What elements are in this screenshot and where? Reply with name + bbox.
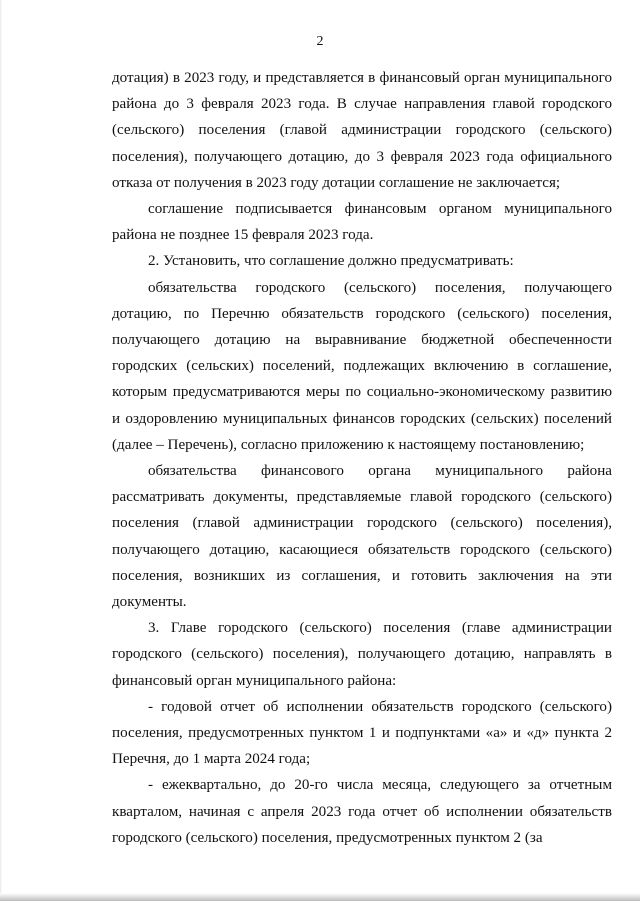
- scan-shadow-left: [0, 0, 2, 901]
- paragraph-annual-report: - годовой отчет об исполнении обязательств городского (сельского) поселения, предусмотренных пунктом 1 и подпунктами «а» и «д» пункта 2 Перечня, до 1 марта 2024 года;: [112, 698, 612, 768]
- paragraph-quarterly-report: - ежеквартально, до 20-го числа месяца, следующего за отчетным кварталом, начиная с апреля 2023 года отчет об исполнении обязательств городского (сельского) поселения, предусмотренных пунктом 2 (за: [112, 777, 612, 846]
- page-number: 2: [316, 34, 324, 49]
- paragraph-settlement-obligations: обязательства городского (сельского) поселения, получающего дотацию, по Перечню обязательств городского (сельского) поселения, получающего дотацию на выравнивание бюджетной обеспеченности городских (сельских) поселений, подлежащих включению в соглашение, которым предусматриваются меры по социально-экономическому развитию и оздоровлению муниципальных финансов городских (сельских) поселений (далее – Перечень), согласно приложению к настоящему постановлению;: [112, 279, 612, 453]
- paragraph-continuation: дотация) в 2023 году, и представляется в финансовый орган муниципального района до 3 февраля 2023 года. В случае направления главой городского (сельского) поселения (главой администрации городского (сельского) поселения), получающего дотацию, до 3 февраля 2023 года официального отказа от получения в 2023 году дотации соглашение не заключается;: [112, 70, 612, 191]
- scan-shadow-bottom: [0, 893, 640, 901]
- paragraph-clause-2: 2. Установить, что соглашение должно предусматривать:: [148, 253, 514, 270]
- paragraph-agreement-signing: соглашение подписывается финансовым органом муниципального района не позднее 15 февраля 2023 года.: [112, 201, 612, 244]
- paragraph-clause-3: 3. Главе городского (сельского) поселения (главе администрации городского (сельского) поселения), получающего дотацию, направлять в финансовый орган муниципального района:: [112, 620, 612, 689]
- document-body: [112, 65, 612, 851]
- paragraph-financial-body-obligations: обязательства финансового органа муниципального района рассматривать документы, представляемые главой городского (сельского) поселения (главой администрации городского (сельского) поселения), получающего дотацию, касающиеся обязательств городского (сельского) поселения, возникших из соглашения, и готовить заключения на эти документы.: [112, 463, 612, 611]
